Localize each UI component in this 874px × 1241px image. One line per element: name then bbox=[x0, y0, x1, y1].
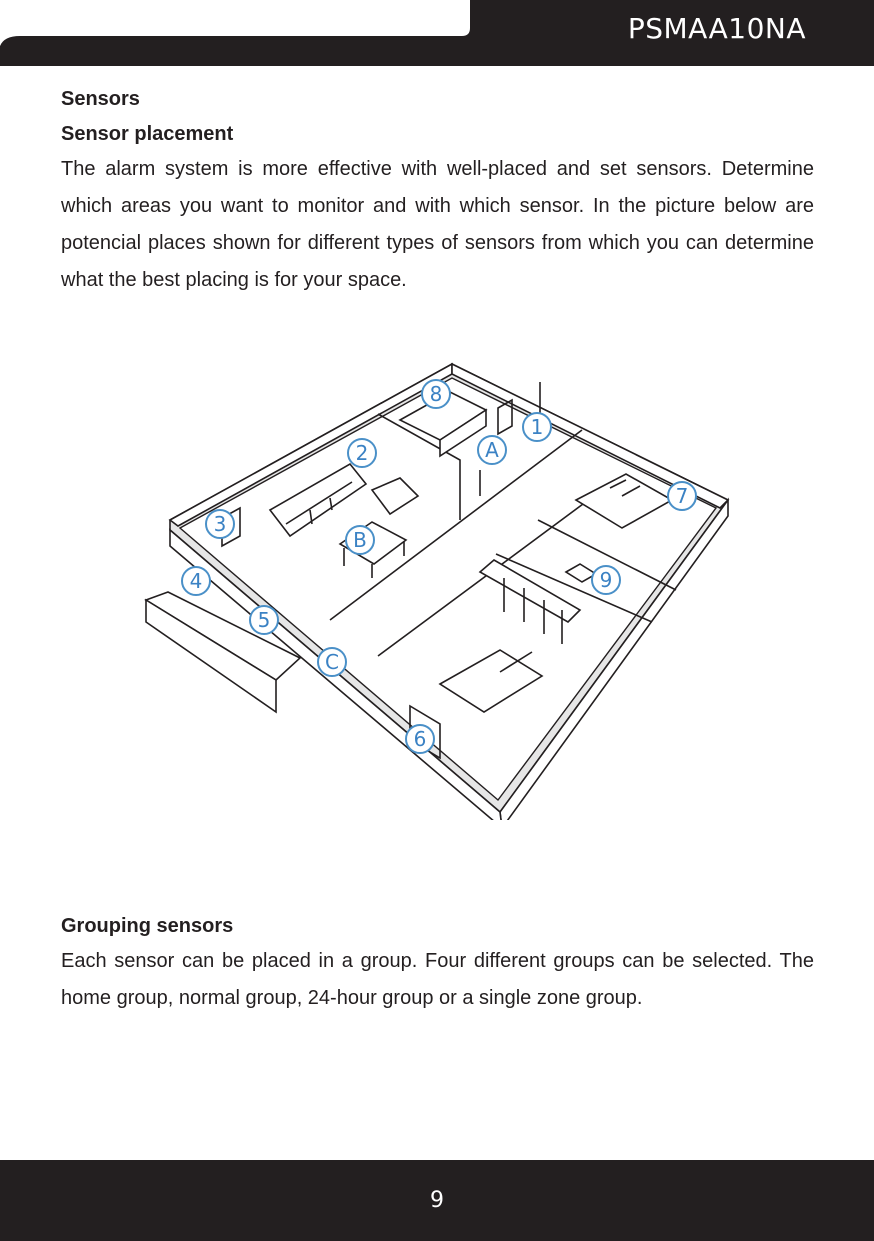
grouping-text: Each sensor can be placed in a group. Four different groups can be selected. The home group, normal group, 24-hour group or a single zone group. bbox=[61, 950, 814, 1009]
svg-text:A: A bbox=[485, 438, 499, 462]
svg-text:B: B bbox=[353, 528, 367, 552]
floorplan-drawing bbox=[140, 360, 740, 820]
grouping-title: Grouping sensors bbox=[61, 915, 234, 937]
marker-7 bbox=[668, 482, 696, 510]
marker-9 bbox=[592, 566, 620, 594]
marker-b bbox=[346, 526, 374, 554]
marker-c bbox=[318, 648, 346, 676]
marker-6 bbox=[406, 725, 434, 753]
marker-3 bbox=[206, 510, 234, 538]
marker-4 bbox=[182, 567, 210, 595]
svg-text:7: 7 bbox=[675, 484, 689, 508]
svg-text:4: 4 bbox=[189, 569, 203, 593]
page-header bbox=[0, 0, 874, 66]
sensors-section bbox=[61, 84, 814, 299]
svg-text:8: 8 bbox=[429, 382, 443, 406]
svg-text:6: 6 bbox=[413, 727, 427, 751]
marker-8 bbox=[422, 380, 450, 408]
svg-text:5: 5 bbox=[257, 608, 271, 632]
marker-a bbox=[478, 436, 506, 464]
grouping-section bbox=[61, 906, 814, 1017]
svg-text:1: 1 bbox=[530, 415, 544, 439]
sensor-placement-title: Sensor placement bbox=[61, 123, 234, 145]
page-footer bbox=[0, 1160, 874, 1241]
model-number: PSMAA10NA bbox=[627, 12, 806, 45]
svg-text:3: 3 bbox=[213, 512, 227, 536]
page-number: 9 bbox=[430, 1188, 444, 1213]
svg-text:C: C bbox=[325, 650, 339, 674]
marker-1 bbox=[523, 413, 551, 441]
svg-text:2: 2 bbox=[355, 441, 369, 465]
house-floorplan-illustration bbox=[140, 360, 740, 820]
section-title: Sensors bbox=[61, 88, 140, 110]
marker-5 bbox=[250, 606, 278, 634]
svg-text:9: 9 bbox=[599, 568, 613, 592]
marker-2 bbox=[348, 439, 376, 467]
sensor-placement-text: The alarm system is more effective with well-placed and set sensors. Determine which areas you want to monitor and with which sensor. In the picture below are potencial places shown for different types of sensors from which you can determine what the best placing is for your space. bbox=[61, 158, 814, 291]
